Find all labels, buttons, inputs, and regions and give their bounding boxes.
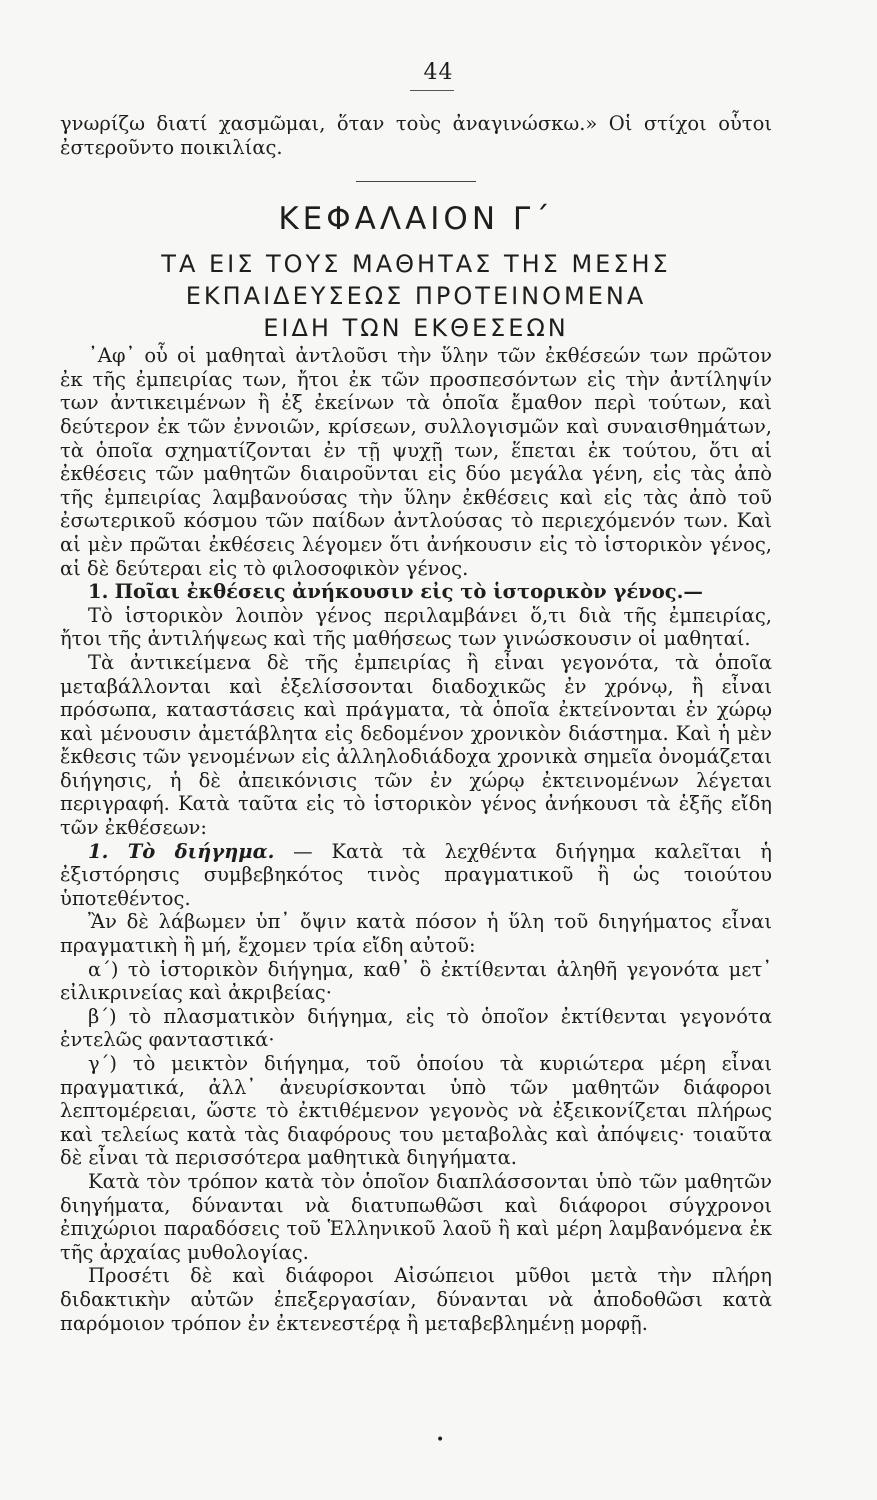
narrative-paragraph-3: Κατὰ τὸν τρόπον κατὰ τὸν ὁποῖον διαπλάσσονται ὑπὸ τῶν μαθητῶν διηγήματα, δύνανται νὰ διατυπωθῶσι καὶ διάφοροι σύγχρονοι ἐπιχώριοι παραδόσεις τοῦ Ἑλληνικοῦ λαοῦ ἢ καὶ μέρη λαμβανόμενα ἐκ τῆς ἀρχαίας μυθολογίας. — [60, 1169, 772, 1264]
intro-text: γνωρίζω διατί χασμῶμαι, ὅταν τοὺς ἀναγινώσκω.» Οἱ στίχοι οὗτοι ἐστεροῦντο ποικιλίας. — [60, 112, 772, 159]
chapter-heading-line-3: ΕΙΔΗ ΤΩΝ ΕΚΘΕΣΕΩΝ — [263, 314, 569, 343]
chapter-heading-line-2: ΕΚΠΑΙΔΕΥΣΕΩΣ ΠΡΟΤΕΙΝΟΜΕΝΑ — [185, 282, 647, 311]
chapter-intro-paragraph: ᾿Αφ᾿ οὗ οἱ μαθηταὶ ἀντλοῦσι τὴν ὕλην τῶν ἐκθέσεών των πρῶτον ἐκ τῆς ἐμπειρίας των, ἤτοι ἐκ τῶν προσπεσόντων εἰς τὴν ἀντίληψίν των ἀντικειμένων ἢ ἐξ ἐκείνων τὰ ὁποῖα ἔμαθον περὶ τούτων, καὶ δεύτερον ἐκ τῶν ἐννοιῶν, κρίσεων, συλλογισμῶν καὶ συναισθημάτων, τὰ ὁποῖα σχηματίζονται ἐν τῇ ψυχῇ των, ἕπεται ἐκ τούτου, ὅτι αἱ ἐκθέσεις τῶν μαθητῶν διαιροῦνται εἰς δύο μεγάλα γένη, εἰς τὰς ἀπὸ τῆς ἐμπειρίας λαμβανούσας τὴν ὕλην ἐκθέσεις καὶ εἰς τὰς ἀπὸ τοῦ ἐσωτερικοῦ κόσμου τῶν παίδων ἀντλούσας τὸ περιεχόμενόν των. Καὶ αἱ μὲν πρῶται ἐκθέσεις λέγομεν ὅτι ἀνήκουσιν εἰς τὸ ἱστορικὸν γένος, αἱ δὲ δεύτεραι εἰς τὸ φιλοσοφικὸν γένος. — [60, 344, 772, 580]
narrative-item-a: α΄) τὸ ἱστορικὸν διήγημα, καθ᾿ ὃ ἐκτίθενται ἀληθῆ γεγονότα μετ᾿ εἰλικρινείας καὶ ἀκριβείας· — [60, 957, 772, 1005]
narrative-definition: — Κατὰ τὰ λεχθέντα διήγημα καλεῖται ἡ ἐξιστόρησις συμβεβηκότος τινὸς πραγματικοῦ ἢ ὡς τοιούτου ὑποτεθέντος. — [60, 839, 772, 910]
chapter-heading-line-1: ΤΑ ΕΙΣ ΤΟΥΣ ΜΑΘΗΤΑΣ ΤΗΣ ΜΕΣΗΣ — [161, 250, 671, 279]
chapter-title: ΚΕΦΑΛΑΙΟΝ Γ΄ — [278, 201, 554, 238]
section-1-title: Ποῖαι ἐκθέσεις ἀνήκουσιν εἰς τὸ ἱστορικὸν γένος.— — [114, 580, 703, 604]
narrative-title: 1. Τὸ διήγημα. — [88, 839, 275, 863]
narrative-paragraph-1 — [60, 840, 772, 911]
section-1-paragraph-2: Τὰ ἀντικείμενα δὲ τῆς ἐμπειρίας ἢ εἶναι γεγονότα, τὰ ὁποῖα μεταβάλλονται καὶ ἐξελίσσονται διαδοχικῶς ἐν χρόνῳ, ἢ εἶναι πρόσωπα, καταστάσεις καὶ πράγματα, τὰ ὁποῖα ἐκτείνονται ἐν χώρῳ καὶ μένουσιν ἀμετάβλητα εἰς δεδομένον χρονικὸν διάστημα. Καὶ ἡ μὲν ἔκθεσις τῶν γενομένων εἰς ἀλληλοδιάδοχα χρονικὰ σημεῖα ὀνομάζεται διήγησις, ἡ δὲ ἀπεικόνισις τῶν ἐν χώρῳ ἐκτεινομένων λέγεται περιγραφή. Κατὰ ταῦτα εἰς τὸ ἱστορικὸν γένος ἀνήκουσι τὰ ἑξῆς εἴδη τῶν ἐκθέσεων: — [60, 650, 772, 840]
section-1-paragraph-1: Τὸ ἱστορικὸν λοιπὸν γένος περιλαμβάνει ὅ,τι διὰ τῆς ἐμπειρίας, ἤτοι τῆς ἀντιλήψεως καὶ τῆς μαθήσεως των γινώσκουσιν οἱ μαθηταί. — [60, 603, 772, 651]
section-1-number: 1. — [88, 580, 109, 604]
section-1-heading — [60, 580, 772, 604]
page-content — [60, 112, 772, 1335]
section-separator — [356, 181, 476, 182]
page-number-underline — [410, 90, 454, 91]
narrative-paragraph-4: Προσέτι δὲ καὶ διάφοροι Αἰσώπειοι μῦθοι μετὰ τὴν πλήρη διδακτικὴν αὐτῶν ἐπεξεργασίαν, δύνανται νὰ ἀποδοθῶσι κατὰ παρόμοιον τρόπον ἐν ἐκτενεστέρᾳ ἢ μεταβεβλημένῃ μορφῇ. — [60, 1264, 772, 1335]
page-number: 44 — [423, 60, 454, 85]
narrative-item-b: β΄) τὸ πλασματικὸν διήγημα, εἰς τὸ ὁποῖον ἐκτίθενται γεγονότα ἐντελῶς φανταστικά· — [60, 1004, 772, 1052]
narrative-paragraph-2: Ἂν δὲ λάβωμεν ὑπ᾿ ὄψιν κατὰ πόσον ἡ ὕλη τοῦ διηγήματος εἶναι πραγματικὴ ἢ μή, ἔχομεν τρία εἴδη αὐτοῦ: — [60, 910, 772, 958]
narrative-item-c: γ΄) τὸ μεικτὸν διήγημα, τοῦ ὁποίου τὰ κυριώτερα μέρη εἶναι πραγματικά, ἀλλ᾿ ἀνευρίσκονται ὑπὸ τῶν μαθητῶν διάφοροι λεπτομέρειαι, ὥστε τὸ ἐκτιθέμενον γεγονὸς νὰ ἐξεικονίζεται πλήρως καὶ τελείως κατὰ τὰς διαφόρους του μεταβολὰς καὶ ἀπόψεις· τοιαῦτα δὲ εἶναι τὰ περισσότερα μαθητικὰ διηγήματα. — [60, 1052, 772, 1170]
footer-mark: • — [436, 1432, 445, 1448]
